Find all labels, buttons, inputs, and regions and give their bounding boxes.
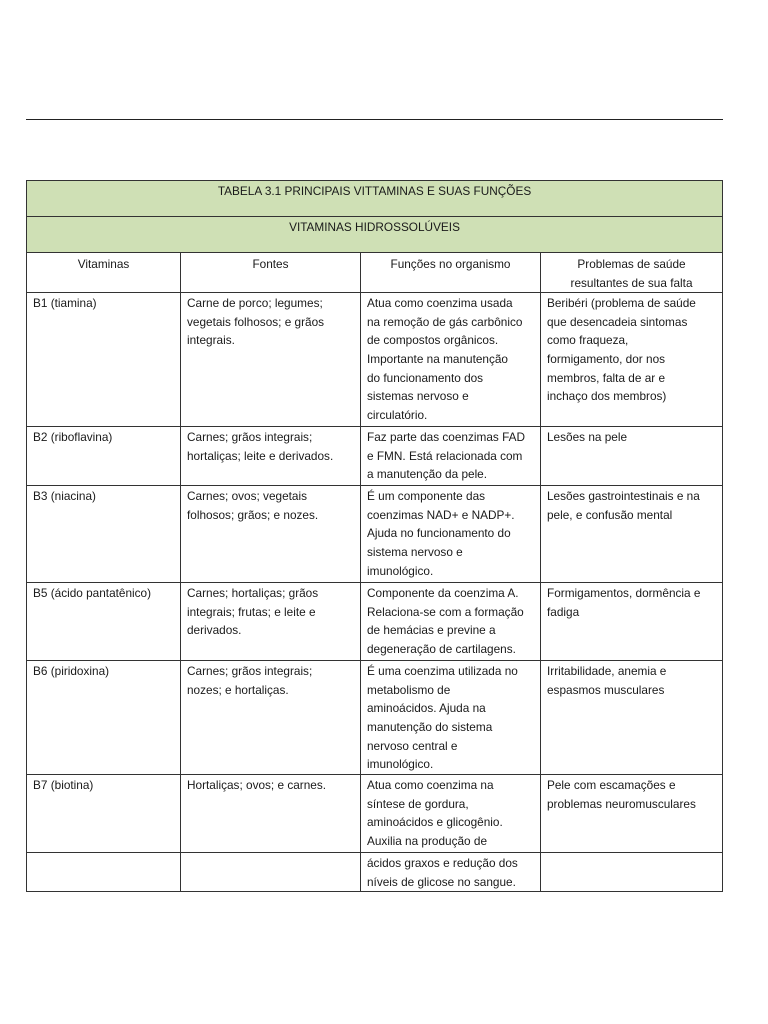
cell-fontes: Carnes; grãos integrais; hortaliças; leite e derivados. xyxy=(181,427,361,486)
cell-fontes: Carnes; hortaliças; grãos integrais; frutas; e leite e derivados. xyxy=(181,583,361,661)
cell-vitamina: B1 (tiamina) xyxy=(27,293,181,427)
cell-fontes: Carnes; ovos; vegetais folhosos; grãos; e nozes. xyxy=(181,486,361,583)
cell-fontes: Carne de porco; legumes; vegetais folhosos; e grãos integrais. xyxy=(181,293,361,427)
table-row xyxy=(27,775,723,853)
cell-problemas: Lesões gastrointestinais e na pele, e confusão mental xyxy=(541,486,723,583)
table-header-row xyxy=(27,253,723,293)
cell-vitamina: B7 (biotina) xyxy=(27,775,181,853)
cell-funcoes: Faz parte das coenzimas FAD e FMN. Está relacionada com a manutenção da pele. xyxy=(361,427,541,486)
cell-vitamina: B6 (piridoxina) xyxy=(27,661,181,775)
vitamins-table xyxy=(26,180,723,892)
cell-problemas: Irritabilidade, anemia e espasmos musculares xyxy=(541,661,723,775)
cell-fontes: Hortaliças; ovos; e carnes. xyxy=(181,775,361,853)
cell-vitamina: B3 (niacina) xyxy=(27,486,181,583)
cell-vitamina xyxy=(27,853,181,892)
cell-problemas: Lesões na pele xyxy=(541,427,723,486)
header-funcoes: Funções no organismo xyxy=(361,253,541,293)
header-fontes: Fontes xyxy=(181,253,361,293)
cell-vitamina: B2 (riboflavina) xyxy=(27,427,181,486)
table-title-row xyxy=(27,181,723,217)
table-title: TABELA 3.1 PRINCIPAIS VITTAMINAS E SUAS FUNÇÕES xyxy=(27,181,723,217)
table-row xyxy=(27,853,723,892)
cell-problemas: Pele com escamações e problemas neuromusculares xyxy=(541,775,723,853)
table-subtitle: VITAMINAS HIDROSSOLÚVEIS xyxy=(27,217,723,253)
cell-funcoes: Componente da coenzima A. Relaciona-se com a formação de hemácias e previne a degeneração de cartilagens. xyxy=(361,583,541,661)
cell-funcoes: É uma coenzima utilizada no metabolismo de aminoácidos. Ajuda na manutenção do sistema nervoso central e imunológico. xyxy=(361,661,541,775)
cell-funcoes: Atua como coenzima na síntese de gordura, aminoácidos e glicogênio. Auxilia na produção de xyxy=(361,775,541,853)
header-vitaminas: Vitaminas xyxy=(27,253,181,293)
table-row xyxy=(27,661,723,775)
cell-funcoes: ácidos graxos e redução dos níveis de glicose no sangue. xyxy=(361,853,541,892)
cell-fontes xyxy=(181,853,361,892)
table-row xyxy=(27,427,723,486)
header-problemas: Problemas de saúde resultantes de sua falta xyxy=(541,253,723,293)
table-subtitle-row xyxy=(27,217,723,253)
table-row xyxy=(27,583,723,661)
cell-vitamina: B5 (ácido pantatênico) xyxy=(27,583,181,661)
cell-problemas xyxy=(541,853,723,892)
page-top-rule xyxy=(26,119,723,120)
table-row xyxy=(27,293,723,427)
cell-funcoes: É um componente das coenzimas NAD+ e NADP+. Ajuda no funcionamento do sistema nervoso e imunológico. xyxy=(361,486,541,583)
table-row xyxy=(27,486,723,583)
cell-problemas: Formigamentos, dormência e fadiga xyxy=(541,583,723,661)
cell-funcoes: Atua como coenzima usada na remoção de gás carbônico de compostos orgânicos. Importante na manutenção do funcionamento dos sistemas nervoso e circulatório. xyxy=(361,293,541,427)
cell-problemas: Beribéri (problema de saúde que desencadeia sintomas como fraqueza, formigamento, dor nos membros, falta de ar e inchaço dos membros) xyxy=(541,293,723,427)
cell-fontes: Carnes; grãos integrais; nozes; e hortaliças. xyxy=(181,661,361,775)
